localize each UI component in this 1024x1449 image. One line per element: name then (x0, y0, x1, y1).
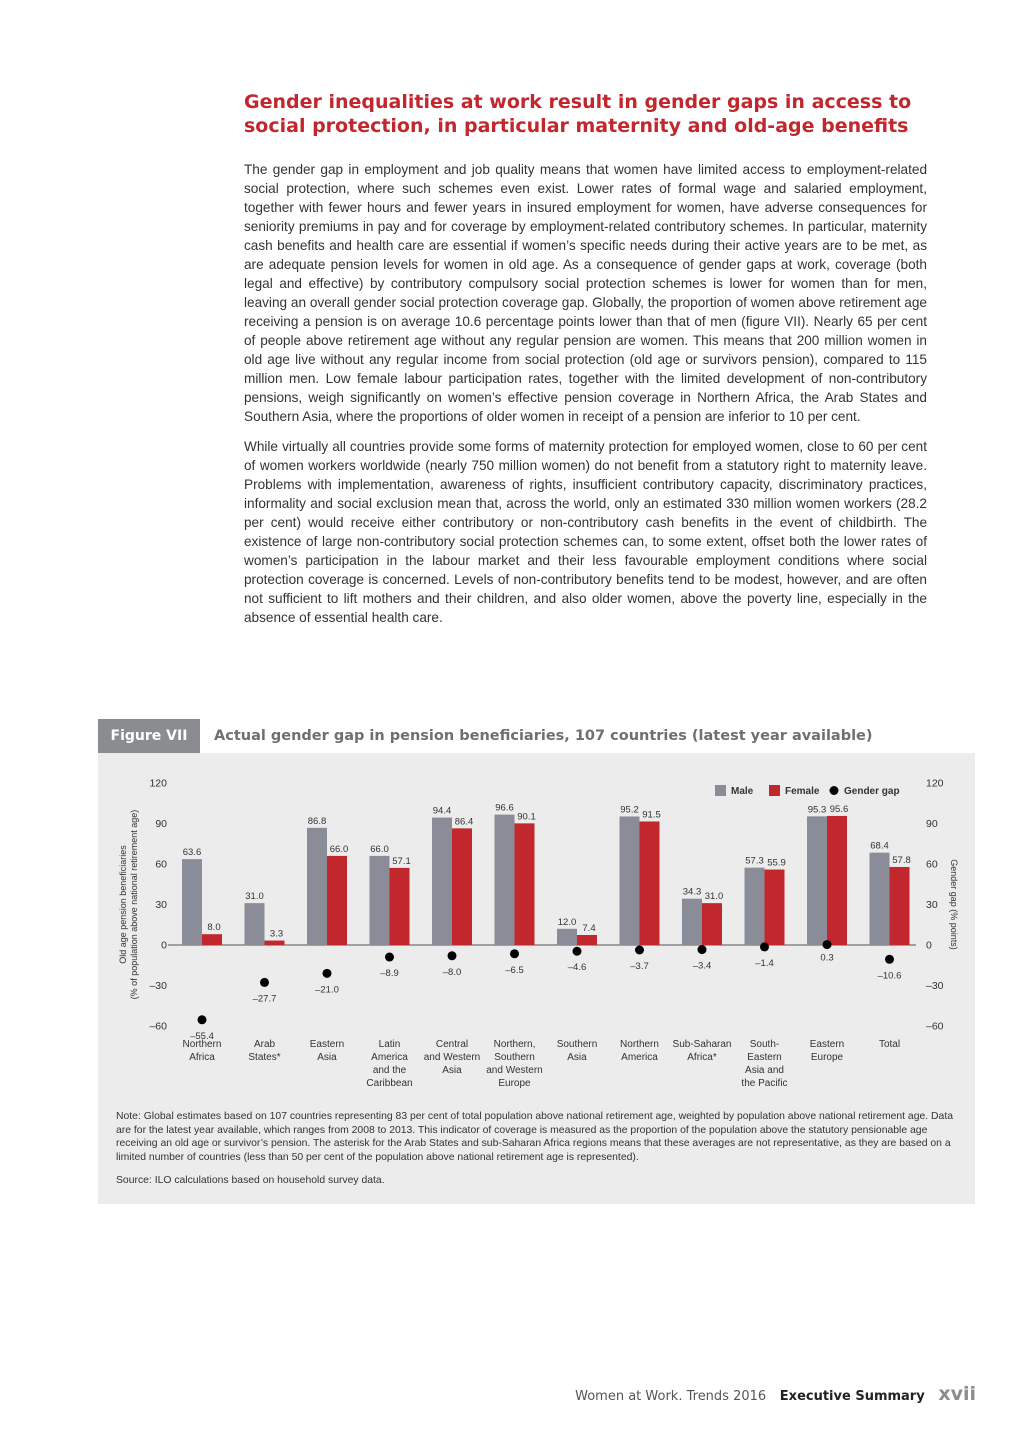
bar-female (890, 867, 910, 945)
gap-point-label: 0.3 (820, 952, 834, 964)
figure-panel (98, 753, 975, 1204)
category-label: Southern (556, 1039, 598, 1050)
category-label: Eastern (809, 1039, 845, 1050)
category-label: the Pacific (741, 1078, 788, 1089)
y-tick-label-right: 60 (926, 858, 938, 871)
category-label: and the (372, 1065, 407, 1076)
category-label: Northern (182, 1039, 222, 1050)
legend-swatch-female (769, 785, 780, 796)
bar-label-female: 55.9 (767, 857, 786, 869)
y-axis-subtitle-left: (% of population above national retirement age) (129, 809, 139, 1000)
y-tick-label-right: –30 (926, 980, 944, 992)
bar-label-female: 66.0 (329, 843, 349, 855)
gap-point-label: –6.5 (505, 964, 524, 976)
footer-publication: Women at Work. Trends 2016 (575, 1389, 767, 1404)
category-label: Southern (494, 1052, 535, 1063)
y-tick-label-right: 0 (926, 939, 932, 952)
bar-female (765, 870, 785, 945)
footer-section: Executive Summary (779, 1389, 925, 1404)
category-label: and Western (486, 1065, 543, 1076)
figure-title: Actual gender gap in pension beneficiaries, 107 countries (latest year available) (214, 728, 873, 744)
bar-male (307, 828, 327, 945)
category-label: Eastern (747, 1052, 782, 1063)
gap-point-label: –8.0 (442, 966, 462, 978)
bar-label-male: 94.4 (432, 805, 452, 817)
category-label: Latin (378, 1039, 401, 1050)
bar-label-male: 12.0 (557, 916, 577, 928)
bar-male (745, 868, 765, 945)
bar-female (202, 934, 222, 945)
bar-male (432, 818, 452, 945)
bar-female (577, 935, 597, 945)
section-heading: Gender inequalities at work result in gender gaps in access to social protection, in particular maternity and old-age benefits (244, 91, 912, 137)
gap-point (760, 942, 769, 951)
y-tick-label-left: 60 (155, 858, 167, 871)
category-label: Caribbean (366, 1078, 413, 1089)
gap-point (635, 945, 644, 954)
bar-label-female: 57.1 (392, 855, 411, 867)
gap-point (198, 1015, 207, 1024)
y-tick-label-left: 30 (155, 899, 167, 911)
bar-label-male: 95.3 (807, 804, 827, 816)
bar-label-female: 7.4 (582, 923, 596, 935)
gap-point (885, 955, 894, 964)
bar-female (827, 816, 847, 945)
category-label: Asia (567, 1052, 587, 1063)
bar-female (515, 823, 535, 945)
bar-male (245, 903, 265, 945)
category-label: Arab (253, 1039, 276, 1050)
bar-label-male: 63.6 (182, 847, 202, 859)
y-tick-label-left: –60 (149, 1020, 167, 1033)
category-label: Africa* (687, 1052, 717, 1063)
bar-label-male: 66.0 (370, 843, 389, 855)
y-tick-label-right: 120 (926, 777, 944, 790)
figure-source: Source: ILO calculations based on household survey data. (116, 1175, 385, 1186)
y-tick-label-left: 90 (155, 818, 167, 830)
bar-label-male: 96.6 (495, 802, 514, 814)
category-label: States* (248, 1052, 281, 1063)
category-label: America (621, 1052, 658, 1063)
bar-male (495, 815, 515, 945)
bar-label-male: 95.2 (620, 804, 639, 816)
category-label: and Western (423, 1052, 481, 1063)
gap-point (448, 951, 457, 960)
category-label: Europe (498, 1078, 531, 1089)
gap-point (260, 978, 269, 987)
category-label: Northern (620, 1039, 659, 1050)
category-label: Central (435, 1039, 469, 1050)
bar-label-male: 86.8 (307, 815, 327, 827)
legend-label-female: Female (785, 786, 820, 797)
gap-point (698, 945, 707, 954)
bar-male (557, 929, 577, 945)
bar-label-female: 86.4 (454, 816, 474, 828)
category-label: Asia (442, 1065, 462, 1076)
bar-female (390, 868, 410, 945)
bar-female (327, 856, 347, 945)
gap-point (823, 940, 832, 949)
paragraph-2: While virtually all countries provide some forms of maternity protection for employed women, close to 60 per cent of women workers worldwide (nearly 750 million women) do not benefit from a statutory right to maternity leave. Problems with implementation, awareness of rights, insufficient contributory capacity, discriminatory practices, informality and social exclusion mean that, across the world, only an estimated 330 million women workers (28.2 per cent) would receive either contributory or non-contributory cash benefits in the event of childbirth. The existence of large non-contributory social protection schemes can, to some extent, offset both the lower rates of women’s participation in the labour market and their less favourable employment conditions where social protection coverage is concerned. Levels of non-contributory benefits tend to be modest, however, and are often not sufficient to lift mothers and their children, and also older women, above the poverty line, especially in the absence of essential health care. (244, 439, 927, 625)
y-tick-label-left: –30 (149, 980, 167, 992)
gap-point-label: –3.7 (630, 960, 649, 972)
bar-female (452, 828, 472, 945)
gap-point-label: –21.0 (315, 984, 339, 996)
gap-point (385, 953, 394, 962)
category-label: America (371, 1052, 408, 1063)
bar-female (640, 821, 660, 945)
bar-male (682, 899, 702, 945)
bar-label-female: 57.8 (892, 854, 911, 866)
y-tick-label-right: –60 (926, 1020, 944, 1033)
category-label: Europe (810, 1052, 844, 1063)
bar-male (620, 816, 640, 945)
bar-male (182, 859, 202, 945)
bar-female (265, 941, 285, 945)
y-tick-label-left: 120 (149, 777, 167, 790)
y-tick-label-right: 30 (926, 899, 938, 911)
bar-label-female: 95.6 (829, 803, 849, 815)
figure-note: Note: Global estimates based on 107 countries representing 83 per cent of total population above national retirement age, weighted by population above national retirement age. Data are for the latest year available, which ranges from 2008 to 2013. This indicator of coverage is measured as the proportion of the population above the statutory pensionable age receiving an old age or survivor’s pension. The asterisk for the Arab States and sub-Saharan Africa regions means that these averages are not representative, as they are based on a limited number of countries (less than 50 per cent of the population above national retirement age is represented). (116, 1111, 953, 1163)
bar-female (702, 903, 722, 945)
legend-label-gap: Gender gap (844, 786, 900, 797)
category-label: Sub-Saharan (672, 1039, 732, 1050)
legend-swatch-male (715, 785, 726, 796)
gap-point (510, 949, 519, 958)
paragraph-1: The gender gap in employment and job quality means that women have limited access to employment-related social protection, where such schemes even exist. Lower rates of formal wage and salaried employment, together with fewer hours and fewer years in insured employment for women, have adverse consequences for seniority premiums in pay and for coverage by employment-related contributory schemes. In particular, maternity cash benefits and health care are essential if women’s specific needs during their active years are to be met, as are adequate pension levels for women in old age. As a consequence of gender gaps at work, coverage (both legal and effective) by contributory compulsory social protection schemes is lower for women than for men, leaving an overall gender social protection coverage gap. Globally, the proportion of women above retirement age receiving a pension is on average 10.6 percentage points lower than that of men (figure VII). Nearly 65 per cent of people above retirement age without any regular pension are women. This means that 200 million women in old age live without any regular income from social protection (old age or survivors pension), compared to 115 million men. Low female labour participation rates, together with the limited development of non-contributory pensions, weigh significantly on women’s effective pension coverage in Northern Africa, the Arab States and Southern Asia, where the proportions of older women in receipt of a pension are inferior to 10 per cent. (244, 162, 927, 424)
legend-label-male: Male (731, 786, 754, 797)
gap-point-label: –4.6 (567, 962, 587, 974)
category-label: Eastern (309, 1039, 345, 1050)
bar-label-female: 31.0 (704, 891, 724, 903)
category-label: Asia and (745, 1065, 784, 1076)
gap-point-label: –55.4 (190, 1030, 214, 1042)
bar-label-male: 68.4 (870, 840, 889, 852)
bar-label-female: 90.1 (517, 811, 536, 823)
bar-label-male: 34.3 (682, 886, 702, 898)
y-axis-title-left: Old age pension beneficiaries (118, 845, 128, 964)
page-footer (575, 1383, 976, 1405)
bar-label-female: 8.0 (207, 922, 221, 934)
body-text (244, 160, 927, 638)
gap-point-label: –27.7 (252, 993, 277, 1005)
y-tick-label-right: 90 (926, 818, 938, 830)
gap-point (573, 947, 582, 956)
bar-label-female: 3.3 (269, 928, 284, 940)
category-label: Asia (317, 1052, 337, 1063)
figure-label: Figure VII (98, 719, 200, 753)
legend-marker-gap (830, 786, 839, 795)
page-number: xvii (938, 1383, 976, 1405)
bar-label-male: 57.3 (745, 855, 764, 867)
category-label: Total (878, 1039, 901, 1050)
gap-point (323, 969, 332, 978)
bar-label-male: 31.0 (245, 891, 264, 903)
category-label: Africa (189, 1052, 215, 1063)
gap-point-label: –8.9 (380, 968, 399, 980)
y-axis-title-right: Gender gap (% points) (949, 859, 959, 950)
bar-male (807, 816, 827, 945)
y-tick-label-left: 0 (161, 939, 167, 952)
category-label: Northern, (493, 1039, 536, 1050)
gap-point-label: –10.6 (877, 970, 902, 982)
gap-point-label: –1.4 (755, 957, 774, 969)
bar-label-female: 91.5 (642, 809, 661, 821)
category-label: South- (749, 1039, 780, 1050)
gender-gap-chart (98, 753, 975, 1103)
bar-male (870, 853, 890, 945)
gap-point-label: –3.4 (692, 960, 712, 972)
bar-male (370, 856, 390, 945)
